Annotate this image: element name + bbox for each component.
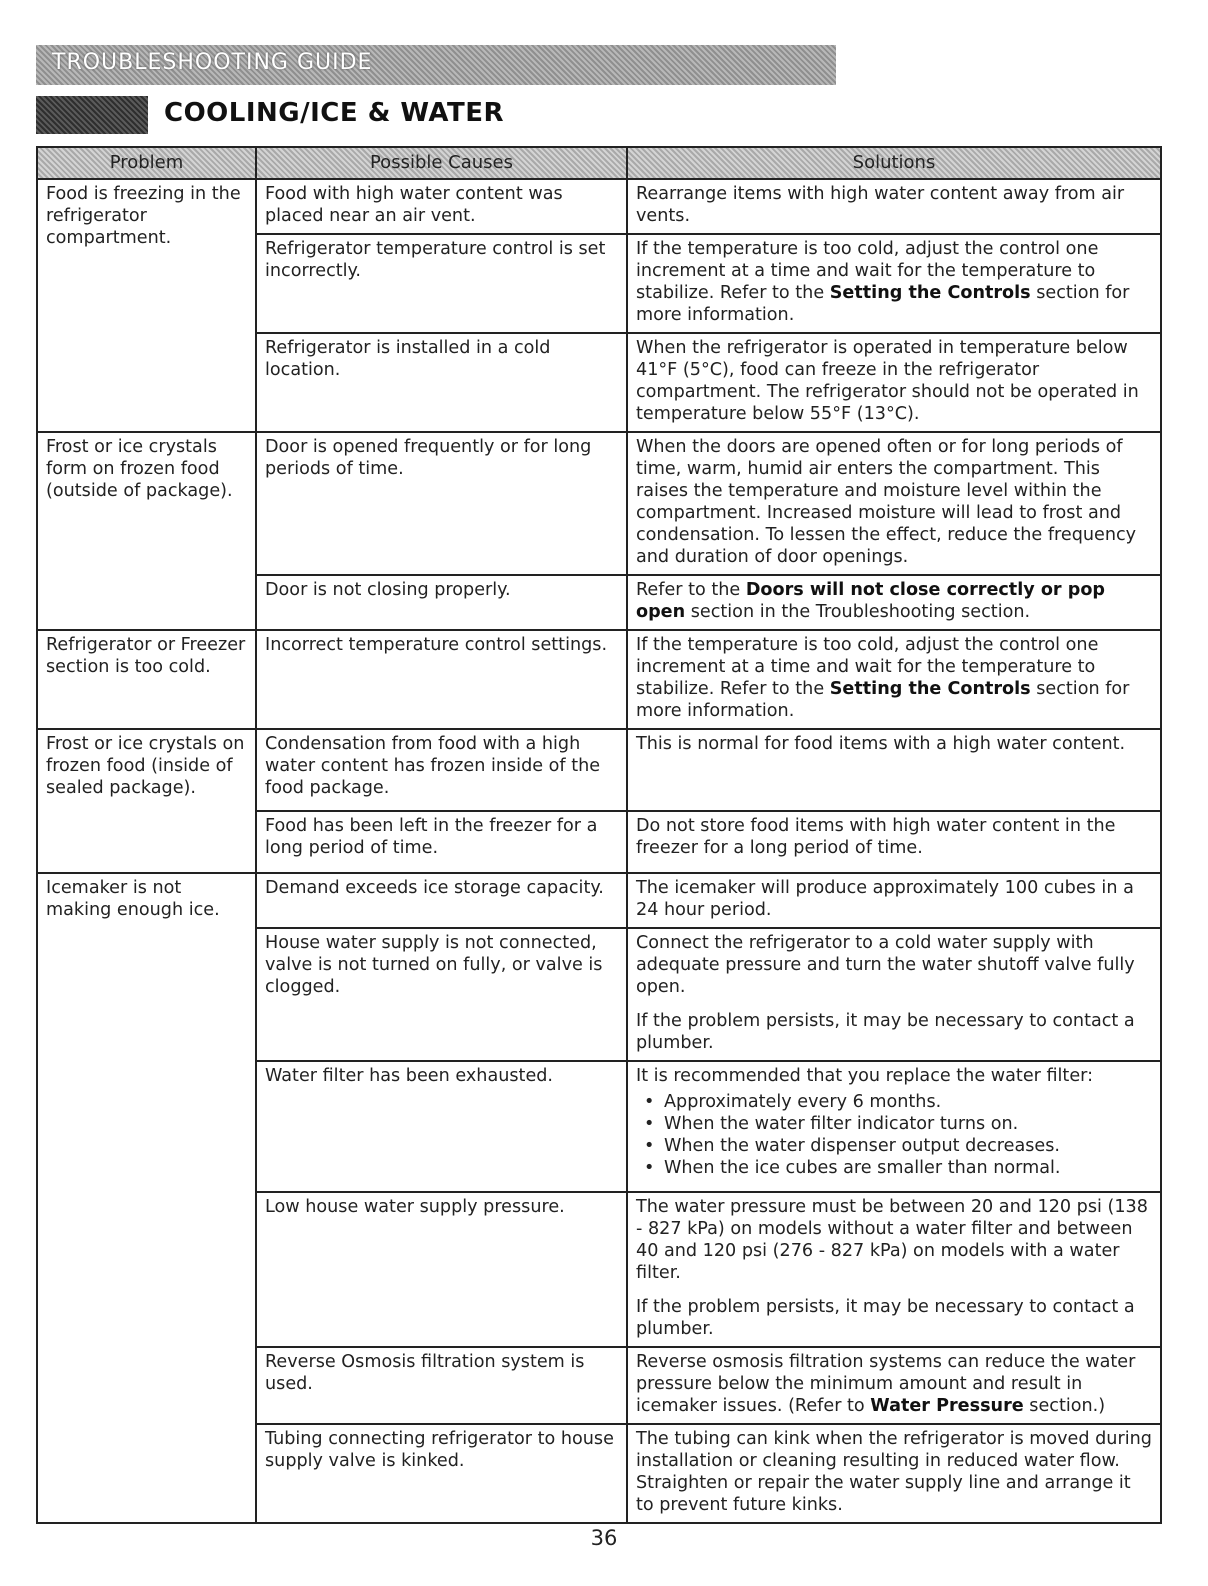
solution-cell: Rearrange items with high water content away from air vents. xyxy=(627,179,1161,234)
solution-cell: When the doors are opened often or for long periods of time, warm, humid air enters the compartment. This raises the temperature and moisture level within the compartment. Increased moisture will lead to frost and condensation. To lessen the effect, reduce the frequency and duration of door openings. xyxy=(627,432,1161,575)
problem-cell: Frost or ice crystals form on frozen food (outside of package). xyxy=(37,432,256,630)
section-marker-block xyxy=(36,96,148,134)
solution-cell: This is normal for food items with a high water content. xyxy=(627,729,1161,811)
solution-cell: If the temperature is too cold, adjust the control one increment at a time and wait for the temperature to stabilize. Refer to the Setting the Controls section for more information. xyxy=(627,630,1161,729)
cause-cell: House water supply is not connected, valve is not turned on fully, or valve is clogged. xyxy=(256,928,627,1061)
cause-cell: Food with high water content was placed near an air vent. xyxy=(256,179,627,234)
section-title: COOLING/ICE & WATER xyxy=(164,98,505,128)
problem-cell: Food is freezing in the refrigerator compartment. xyxy=(37,179,256,432)
problem-cell: Icemaker is not making enough ice. xyxy=(37,873,256,1523)
troubleshooting-guide-banner xyxy=(36,45,836,85)
reference-bold: Doors will not close correctly or pop open xyxy=(636,580,1106,622)
table-row xyxy=(37,432,1161,575)
list-item: • When the water filter indicator turns on. xyxy=(636,1113,1152,1135)
table-row xyxy=(37,179,1161,234)
solution-cell: If the temperature is too cold, adjust the control one increment at a time and wait for the temperature to stabilize. Refer to the Setting the Controls section for more information. xyxy=(627,234,1161,333)
problem-cell: Refrigerator or Freezer section is too cold. xyxy=(37,630,256,729)
solution-cell: Do not store food items with high water content in the freezer for a long period of time. xyxy=(627,811,1161,873)
banner-title: TROUBLESHOOTING GUIDE xyxy=(52,50,373,75)
list-item: • When the water dispenser output decreases. xyxy=(636,1135,1152,1157)
solution-cell: The water pressure must be between 20 and 120 psi (138 - 827 kPa) on models without a water filter and between 40 and 120 psi (276 - 827 kPa) on models with a water filter. If the problem persists, it may be necessary to contact a plumber. xyxy=(627,1192,1161,1347)
solution-cell: Reverse osmosis filtration systems can reduce the water pressure below the minimum amount and result in icemaker issues. (Refer to Water Pressure section.) xyxy=(627,1347,1161,1424)
solution-cell: The tubing can kink when the refrigerator is moved during installation or cleaning resulting in reduced water flow. Straighten or repair the water supply line and arrange it to prevent future kinks. xyxy=(627,1424,1161,1523)
cause-cell: Food has been left in the freezer for a long period of time. xyxy=(256,811,627,873)
cause-cell: Incorrect temperature control settings. xyxy=(256,630,627,729)
table-header-row xyxy=(37,147,1161,179)
column-header-causes: Possible Causes xyxy=(256,147,627,179)
solution-cell: It is recommended that you replace the water filter: • Approximately every 6 months. • When the water filter indicator turns on. • When the water dispenser output decreases. • When the ice cubes are smaller than normal. xyxy=(627,1061,1161,1192)
cause-cell: Water filter has been exhausted. xyxy=(256,1061,627,1192)
solution-cell: Refer to the Doors will not close correctly or pop open section in the Troubleshooting section. xyxy=(627,575,1161,630)
bullet-list xyxy=(636,1091,1152,1179)
list-item: • When the ice cubes are smaller than normal. xyxy=(636,1157,1152,1179)
troubleshooting-table xyxy=(36,146,1162,1524)
cause-cell: Door is not closing properly. xyxy=(256,575,627,630)
cause-cell: Refrigerator temperature control is set incorrectly. xyxy=(256,234,627,333)
table-row xyxy=(37,729,1161,811)
cause-cell: Reverse Osmosis filtration system is used. xyxy=(256,1347,627,1424)
cause-cell: Door is opened frequently or for long periods of time. xyxy=(256,432,627,575)
cause-cell: Condensation from food with a high water content has frozen inside of the food package. xyxy=(256,729,627,811)
reference-bold: Water Pressure xyxy=(870,1396,1024,1416)
cause-cell: Demand exceeds ice storage capacity. xyxy=(256,873,627,928)
reference-bold: Setting the Controls xyxy=(829,679,1031,699)
table-row xyxy=(37,630,1161,729)
cause-cell: Refrigerator is installed in a cold location. xyxy=(256,333,627,432)
solution-cell: The icemaker will produce approximately 100 cubes in a 24 hour period. xyxy=(627,873,1161,928)
problem-cell: Frost or ice crystals on frozen food (inside of sealed package). xyxy=(37,729,256,873)
page-number: 36 xyxy=(590,1526,618,1550)
column-header-solutions: Solutions xyxy=(627,147,1161,179)
cause-cell: Low house water supply pressure. xyxy=(256,1192,627,1347)
reference-bold: Setting the Controls xyxy=(829,283,1031,303)
list-item: • Approximately every 6 months. xyxy=(636,1091,1152,1113)
cause-cell: Tubing connecting refrigerator to house supply valve is kinked. xyxy=(256,1424,627,1523)
solution-cell: When the refrigerator is operated in temperature below 41°F (5°C), food can freeze in the refrigerator compartment. The refrigerator should not be operated in temperature below 55°F (13°C). xyxy=(627,333,1161,432)
column-header-problem: Problem xyxy=(37,147,256,179)
table-row xyxy=(37,873,1161,928)
solution-cell: Connect the refrigerator to a cold water supply with adequate pressure and turn the water shutoff valve fully open. If the problem persists, it may be necessary to contact a plumber. xyxy=(627,928,1161,1061)
